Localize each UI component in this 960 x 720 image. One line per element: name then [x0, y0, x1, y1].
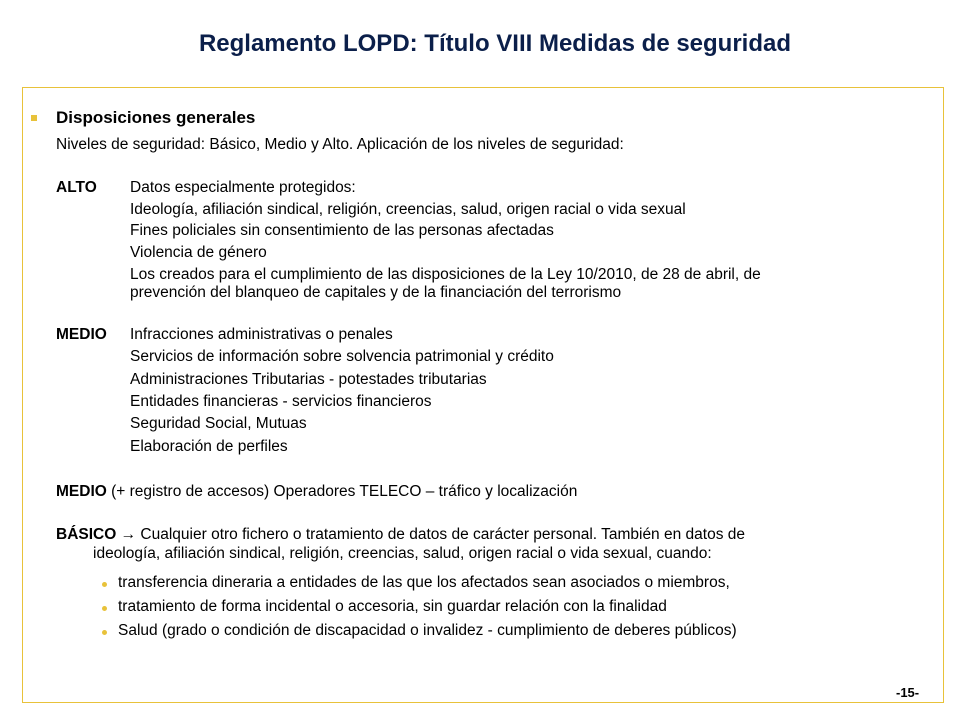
- medio-item: Seguridad Social, Mutuas: [130, 415, 307, 432]
- section-heading: Disposiciones generales: [56, 108, 256, 127]
- page-title: Reglamento LOPD: Título VIII Medidas de seguridad: [198, 30, 792, 57]
- alto-item: prevención del blanqueo de capitales y de la financiación del terrorismo: [130, 284, 622, 301]
- basico-line: [56, 526, 745, 544]
- right-arrow-icon: →: [120, 526, 137, 543]
- medio-teleco-text: (+ registro de accesos) Operadores TELECO – tráfico y localización: [111, 483, 578, 500]
- square-bullet-icon: [31, 115, 37, 121]
- basico-bullet: transferencia dineraria a entidades de las que los afectados sean asociados o miembros,: [118, 574, 730, 591]
- alto-item: Los creados para el cumplimiento de las disposiciones de la Ley 10/2010, de 28 de abril, de: [130, 266, 761, 283]
- medio-item: Infracciones administrativas o penales: [130, 326, 393, 343]
- bullet-dot-icon: [102, 582, 107, 587]
- bullet-dot-icon: [102, 630, 107, 635]
- medio-teleco-label: MEDIO: [56, 483, 107, 500]
- medio-item: Administraciones Tributarias - potestades tributarias: [130, 371, 487, 388]
- basico-label: BÁSICO: [56, 526, 117, 543]
- medio-item: Elaboración de perfiles: [130, 438, 288, 455]
- medio-teleco-line: [56, 483, 577, 501]
- medio-item: Servicios de información sobre solvencia patrimonial y crédito: [130, 348, 554, 365]
- section-intro: Niveles de seguridad: Básico, Medio y Alto. Aplicación de los niveles de seguridad:: [56, 136, 624, 153]
- alto-item: Violencia de género: [130, 244, 267, 261]
- medio-item: Entidades financieras - servicios financieros: [130, 393, 432, 410]
- medio-label: MEDIO: [56, 326, 107, 343]
- alto-item: Fines policiales sin consentimiento de las personas afectadas: [130, 222, 554, 239]
- alto-item: Datos especialmente protegidos:: [130, 179, 356, 196]
- basico-text: Cualquier otro fichero o tratamiento de datos de carácter personal. También en datos de: [140, 526, 745, 543]
- basico-text-cont: ideología, afiliación sindical, religión, creencias, salud, origen racial o vida sexual, cuando:: [93, 545, 712, 562]
- alto-item: Ideología, afiliación sindical, religión, creencias, salud, origen racial o vida sexual: [130, 201, 686, 218]
- page-number: -15-: [896, 685, 920, 700]
- basico-bullet: tratamiento de forma incidental o accesoria, sin guardar relación con la finalidad: [118, 598, 667, 615]
- bullet-dot-icon: [102, 606, 107, 611]
- alto-label: ALTO: [56, 179, 97, 196]
- basico-bullet: Salud (grado o condición de discapacidad o invalidez - cumplimiento de deberes públicos): [118, 622, 737, 639]
